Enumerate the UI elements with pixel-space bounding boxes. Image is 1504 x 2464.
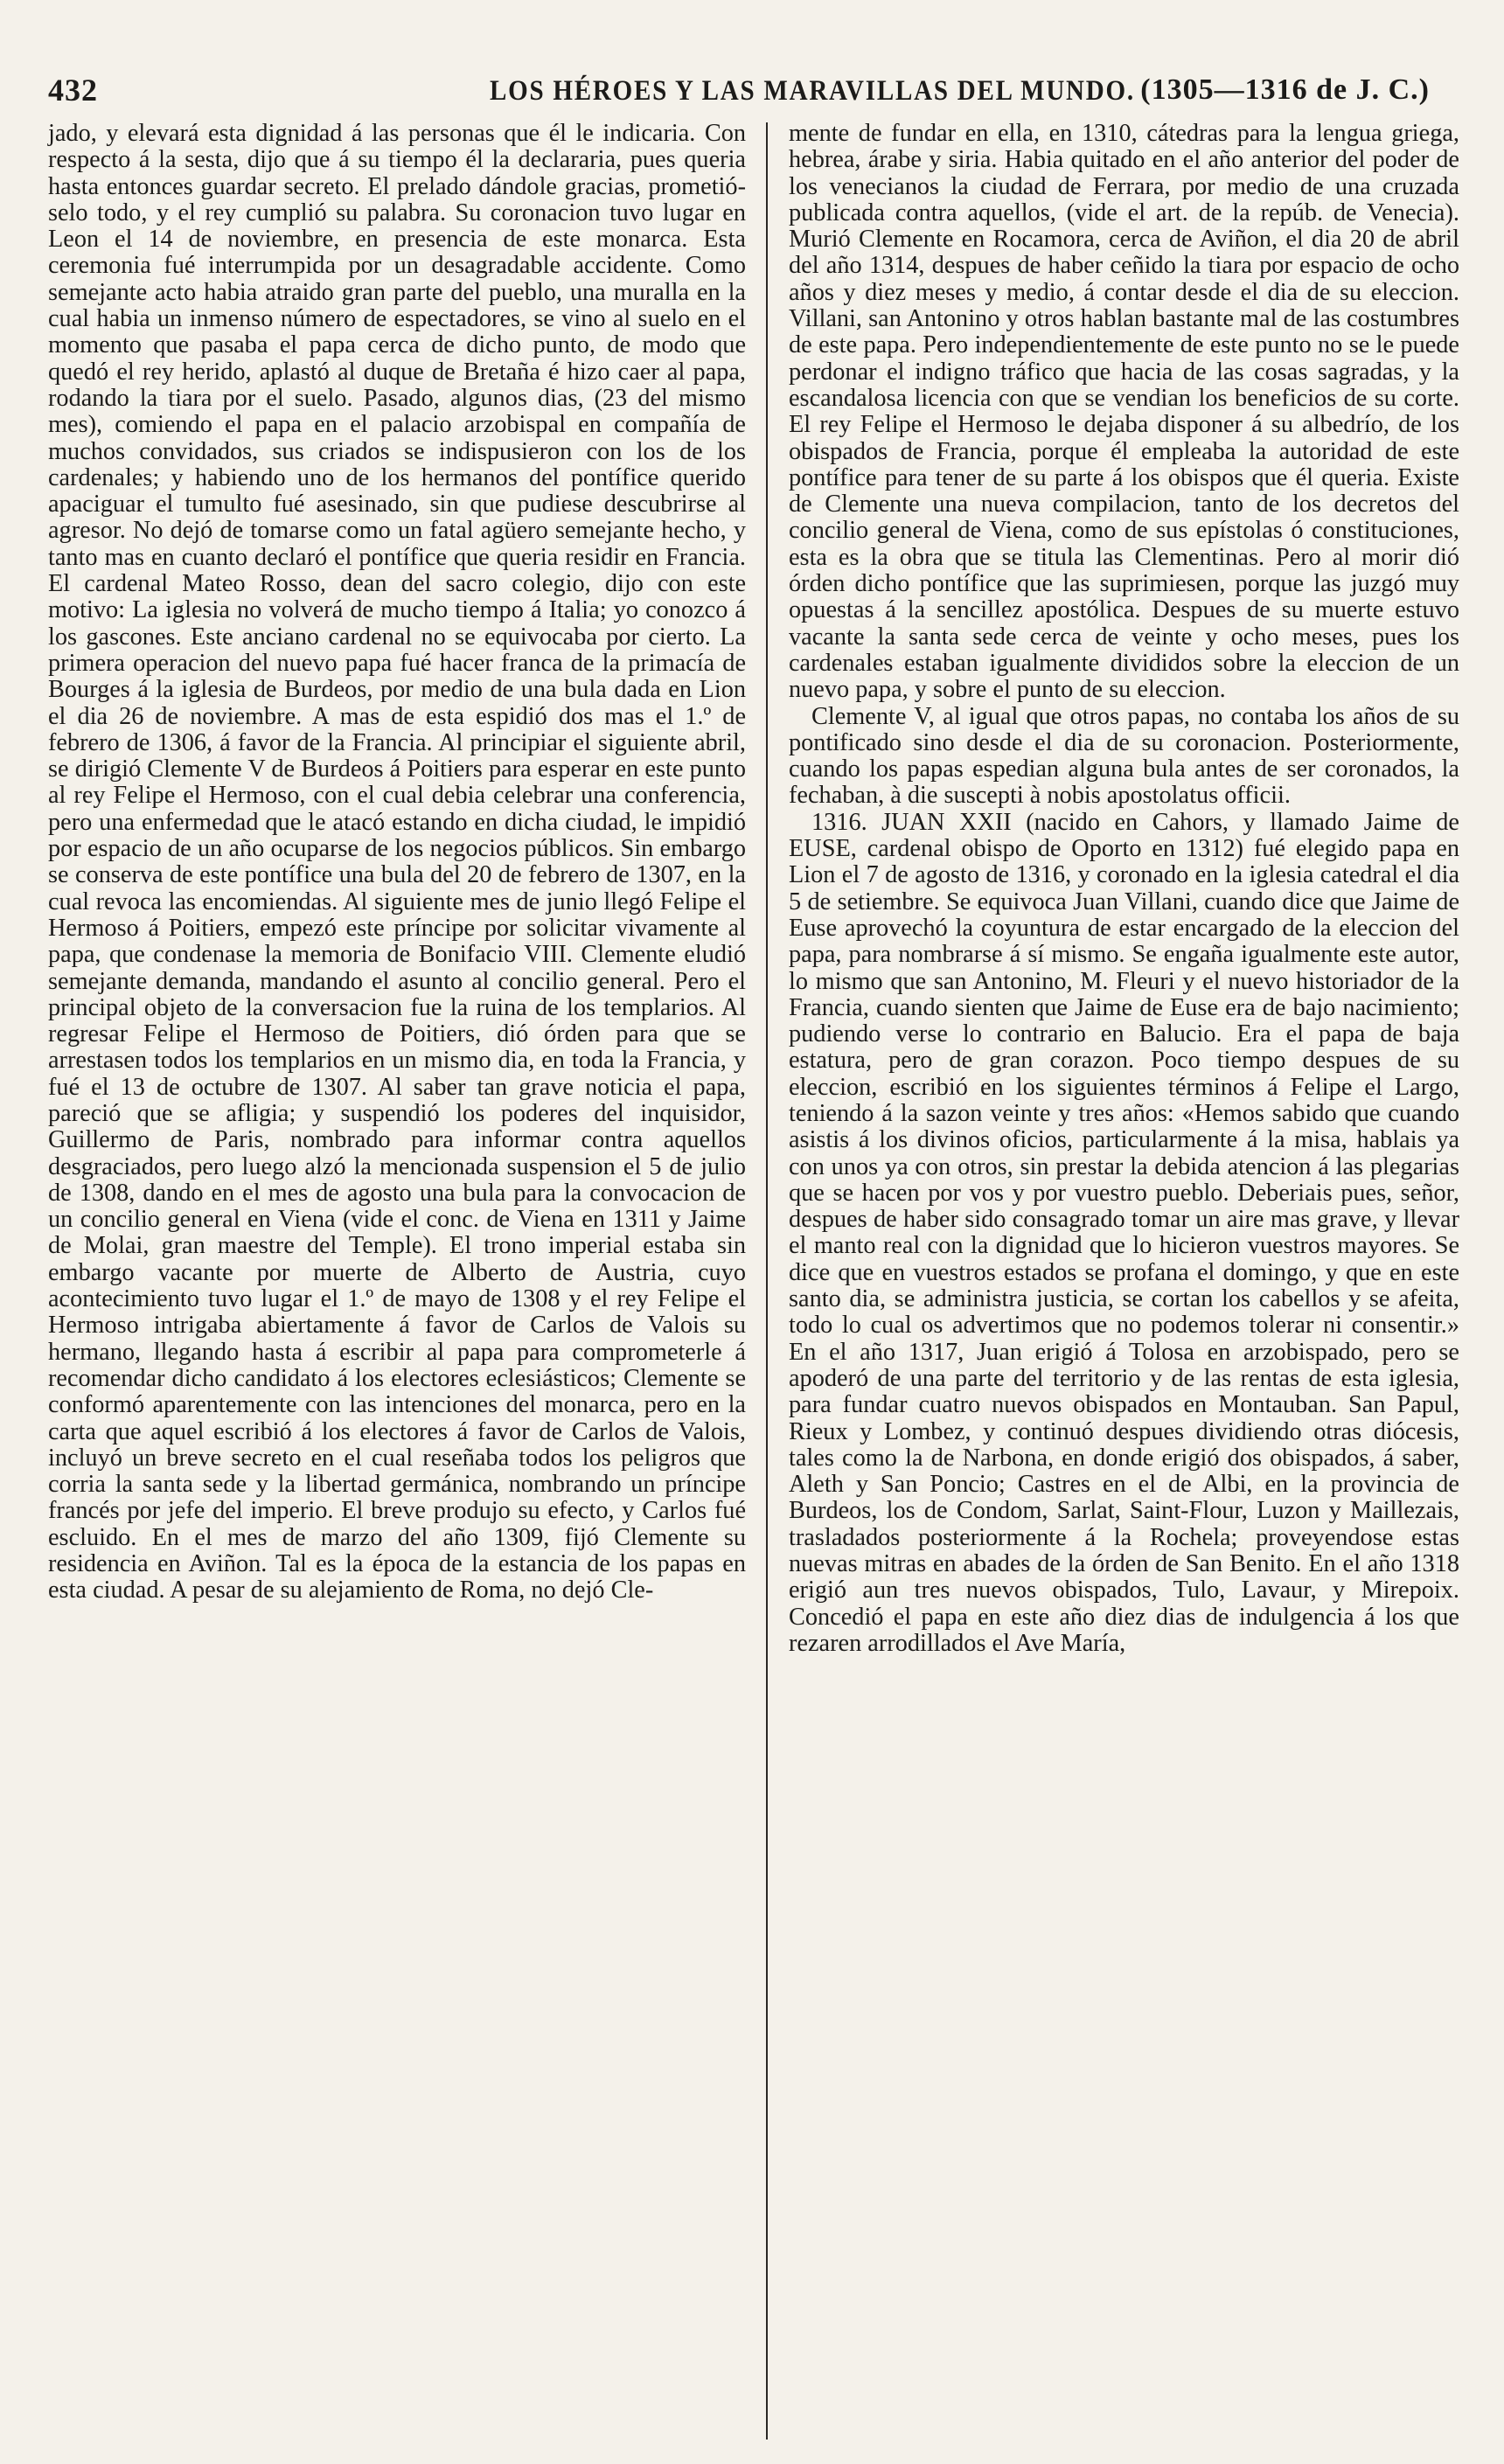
running-header [48,68,1430,121]
date-range: (1305—1316 de J. C.) [1140,73,1430,106]
right-column [789,121,1459,1657]
paragraph: 1316. JUAN XXII (nacido en Cahors, y llamado Jaime de EUSE, cardenal obispo de Oporto en 1312) fué elegido papa en Lion el 7 de agosto de 1316, y coronado en la iglesia catedral el dia 5 de setiembre. Se equivoca Juan Villani, cuando dice que Jaime de Euse aprovechó la coyuntura de estar encargado de la eleccion del papa, para nombrarse á sí mismo. Se engaña igualmente este autor, lo mismo que san Antonino, M. Fleuri y el nuevo historiador de la Francia, cuando sienten que Jaime de Euse era de bajo nacimiento; pudiendo verse lo contrario en Balucio. Era el papa de baja estatura, pero de gran corazon. Poco tiempo despues de su eleccion, escribió en los siguientes términos á Felipe el Largo, teniendo á la sazon veinte y tres años: «Hemos sabido que cuando asistis á los divinos oficios, particularmente á la misa, hablais ya con unos ya con otros, sin prestar la debida atencion á las plegarias que se hacen por vos y por vuestro pueblo. Deberiais pues, señor, despues de haber sido consagrado tomar un aire mas grave, y llevar el manto real con la dignidad que lo hicieron vuestros mayores. Se dice que en vuestros estados se profana el domingo, y que en este santo dia, se administra justicia, se cortan los cabellos y se afeita, todo lo cual os advertimos que no podemos tolerar ni consentir.» En el año 1317, Juan erigió á Tolosa en arzobispado, pero se apoderó de una parte del territorio y de las rentas de esta iglesia, para fundar cuatro nuevos obispados en Montauban. San Papul, Rieux y Lombez, y continuó despues dividiendo otras diócesis, tales como la de Narbona, en donde erigió dos obispados, á saber, Aleth y San Poncio; Castres en el de Albi, en la provincia de Burdeos, los de Condom, Sarlat, Saint-Flour, Luzon y Maillezais, trasladados posteriormente á la Rochela; proveyendose estas nuevas mitras en abades de la órden de San Benito. En el año 1318 erigió aun tres nuevos obispados, Tulo, Lavaur, y Mirepoix. Concedió el papa en este año diez dias de indulgencia á los que rezaren arrodillados el Ave María, [789,808,1459,1657]
paragraph: jado, y elevará esta dignidad á las personas que él le indicaria. Con respecto á la sesta, dijo que á su tiempo él la declararia, pues queria hasta entonces guardar secreto. El prelado dándole gracias, prometió-selo todo, y el rey cumplió su palabra. Su coronacion tuvo lugar en Leon el 14 de noviembre, en presencia de este monarca. Esta ceremonia fué interrumpida por un desagradable accidente. Como semejante acto habia atraido gran parte del pueblo, una muralla en la cual habia un inmenso número de espectadores, se vino al suelo en el momento que pasaba el papa cerca de dicho punto, de modo que quedó el rey herido, aplastó al duque de Bretaña é hizo caer al papa, rodando la tiara por el suelo. Pasado, algunos dias, (23 del mismo mes), comiendo el papa en el palacio arzobispal en compañía de muchos convidados, sus criados se indispusieron con los de los cardenales; y habiendo uno de los hermanos del pontífice querido apaciguar el tumulto fué asesinado, sin que pudiese descubrirse al agresor. No dejó de tomarse como un fatal agüero semejante hecho, y tanto mas en cuanto declaró el pontífice que queria residir en Francia. El cardenal Mateo Rosso, dean del sacro colegio, dijo con este motivo: La iglesia no volverá de mucho tiempo á Italia; yo conozco á los gascones. Este anciano cardenal no se equivocaba por cierto. La primera operacion del nuevo papa fué hacer franca de la primacía de Bourges á la iglesia de Burdeos, por medio de una bula dada en Lion el dia 26 de noviembre. A mas de esta espidió dos mas el 1.º de febrero de 1306, á favor de la Francia. Al principiar el siguiente abril, se dirigió Clemente V de Burdeos á Poitiers para esperar en este punto al rey Felipe el Hermoso, con el cual debia celebrar una conferencia, pero una enfermedad que le atacó estando en dicha ciudad, le impidió por espacio de un año ocuparse de los negocios públicos. Sin embargo se conserva de este pontífice una bula del 20 de febrero de 1307, en la cual revoca las encomiendas. Al siguiente mes de junio llegó Felipe el Hermoso á Poitiers, empezó este príncipe por solicitar vivamente al papa, que condenase la memoria de Bonifacio VIII. Clemente eludió semejante demanda, mandando el asunto al concilio general. Pero el principal objeto de la conversacion fue la ruina de los templarios. Al regresar Felipe el Hermoso de Poitiers, dió órden para que se arrestasen todos los templarios en un mismo dia, en toda la Francia, y fué el 13 de octubre de 1307. Al saber tan grave noticia el papa, pareció que se afligia; y suspendió los poderes del inquisidor, Guillermo de Paris, nombrado para informar contra aquellos desgraciados, pero luego alzó la mencionada suspension el 5 de julio de 1308, dando en el mes de agosto una bula para la convocacion de un concilio general en Viena (vide el conc. de Viena en 1311 y Jaime de Molai, gran maestre del Temple). El trono imperial estaba sin embargo vacante por muerte de Alberto de Austria, cuyo acontecimiento tuvo lugar el 1.º de mayo de 1308 y el rey Felipe el Hermoso intrigaba abiertamente á favor de Carlos de Valois su hermano, llegando hasta á escribir al papa para comprometerle á recomendar dicho candidato á los electores eclesiásticos; Clemente se conformó aparentemente con las intenciones del monarca, pero en la carta que aquel escribió á los electores á favor de Carlos de Valois, incluyó un breve secreto en el cual reseñaba todos los peligros que corria la santa sede y la libertad germánica, nombrando un príncipe francés por jefe del imperio. El breve produjo su efecto, y Carlos fué escluido. En el mes de marzo del año 1309, fijó Clemente su residencia en Aviñon. Tal es la época de la estancia de los papas en esta ciudad. A pesar de su alejamiento de Roma, no dejó Cle- [48,120,746,1604]
left-column [48,121,746,1604]
paragraph: mente de fundar en ella, en 1310, cátedras para la lengua griega, hebrea, árabe y siria. Habia quitado en el año anterior del poder de los venecianos la ciudad de Ferrara, por medio de una cruzada publicada contra aquellos, (vide el art. de la repúb. de Venecia). Murió Clemente en Rocamora, cerca de Aviñon, el dia 20 de abril del año 1314, despues de haber ceñido la tiara por espacio de ocho años y diez meses y medio, á contar desde el dia de su eleccion. Villani, san Antonino y otros hablan bastante mal de las costumbres de este papa. Pero independientemente de este punto no se le puede perdonar el indigno tráfico que hacia de las cosas sagradas, y la escandalosa licencia con que se vendian los beneficios de su corte. El rey Felipe el Hermoso le dejaba disponer á su albedrío, de los obispados de Francia, porque él empleaba la autoridad de este pontífice para tener de su parte á los obispos que él queria. Existe de Clemente una nueva compilacion, tanto de los decretos del concilio general de Viena, como de sus epístolas ó constituciones, esta es la obra que se titula las Clementinas. Pero al morir dió órden dicho pontífice que las suprimiesen, porque las juzgó muy opuestas á la sencillez apostólica. Despues de su muerte estuvo vacante la santa sede cerca de veinte y ocho meses, pues los cardenales estaban igualmente divididos sobre la eleccion de un nuevo papa, y sobre el punto de su eleccion. [789,120,1459,704]
running-title: LOS HÉROES Y LAS MARAVILLAS DEL MUNDO. [490,75,1135,107]
column-divider [766,122,768,2440]
page-number: 432 [48,73,98,108]
paragraph: Clemente V, al igual que otros papas, no contaba los años de su pontificado sino desde el dia de su coronacion. Posteriormente, cuando los papas espedian alguna bula antes de ser coronados, la fechaban, à die suscepti à nobis apostolatus officii. [789,702,1459,810]
